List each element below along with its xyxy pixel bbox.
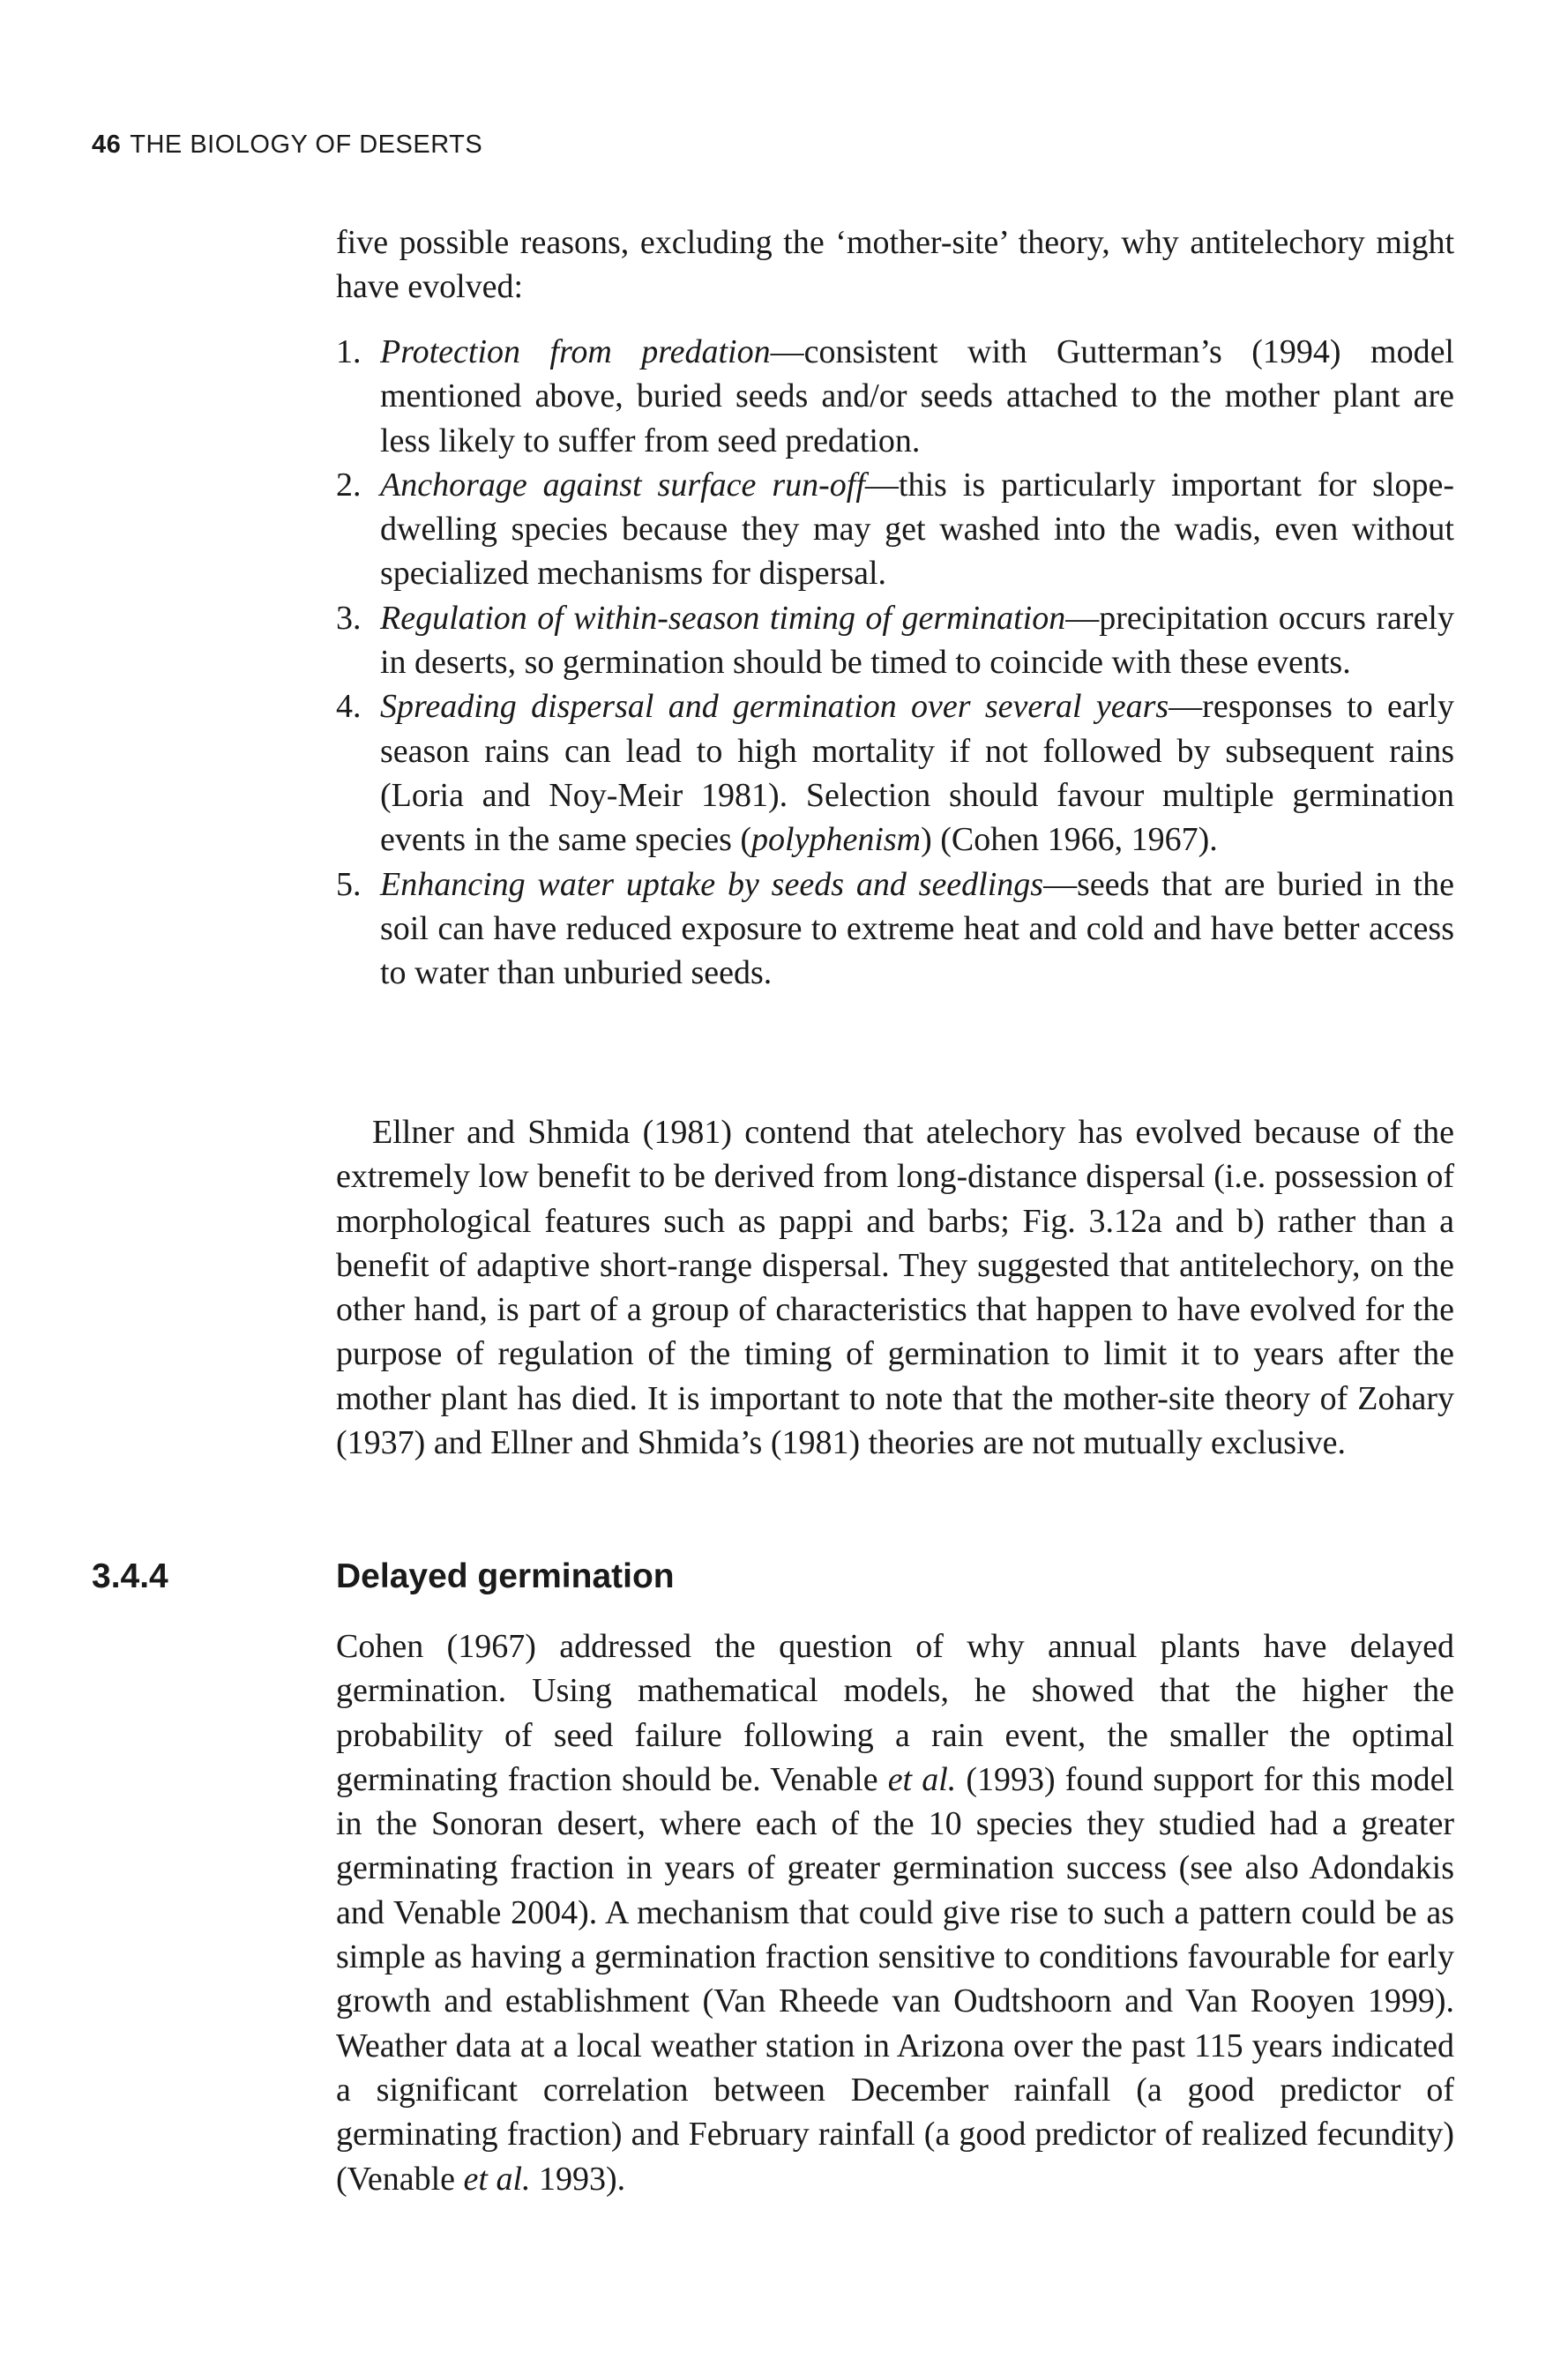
running-head	[92, 131, 482, 160]
reason-text: —precipitation occurs rarely in deserts, so germination should be timed to coincide with these events.	[380, 599, 1454, 682]
reason-title: Spreading dispersal and germination over several years	[380, 688, 1169, 726]
page-number: 46	[92, 131, 122, 159]
reason-title: Enhancing water uptake by seeds and seedlings	[380, 865, 1044, 903]
paragraph-part: (1993) found support for this model in the Sonoran desert, where each of the 10 species they studied had a greater germinating fraction in years of greater germination success (see also Adondakis and Venable 2004). A mechanism that could give rise to such a pattern could be as simple as having a germination fraction sensitive to conditions favourable for early growth and establishment (Van Rheede van Oudtshoorn and Van Rooyen 1999). Weather data at a local weather station in Arizona over the past 115 years indicated a significant correlation between December rainfall (a good predictor of germinating fraction) and February rainfall (a good predictor of realized fecundity) (Venable	[336, 1760, 1455, 2198]
list-number: 3.	[336, 599, 362, 637]
reasons-list	[336, 330, 1454, 995]
list-item	[336, 862, 1454, 996]
running-title: THE BIOLOGY OF DESERTS	[130, 131, 483, 159]
section-title: Delayed germination	[336, 1557, 675, 1595]
reason-text: —this is particularly important for slope-dwelling species because they may get washed into the wadis, even without specialized mechanisms for dispersal.	[380, 466, 1454, 593]
et-al: et al.	[463, 2160, 531, 2198]
list-number: 2.	[336, 466, 362, 504]
reason-text: —seeds that are buried in the soil can have reduced exposure to extreme heat and cold and have better access to water than unburied seeds.	[380, 865, 1454, 992]
reason-title: Regulation of within-season timing of germination	[380, 599, 1066, 637]
reason-text: —responses to early season rains can lead to high mortality if not followed by subsequent rains (Loria and Noy-Meir 1981). Selection should favour multiple germination events in the same species (	[380, 688, 1454, 859]
delayed-germination-paragraph	[336, 1624, 1454, 2201]
reason-title: Protection from predation	[380, 333, 771, 370]
list-number: 4.	[336, 688, 362, 726]
paragraph-text	[336, 1624, 1454, 2201]
ellner-shmida-paragraph	[336, 1110, 1454, 1465]
list-number: 1.	[336, 333, 362, 370]
polyphenism-term: polyphenism	[751, 821, 922, 859]
list-item	[336, 330, 1454, 463]
paragraph-part: 1993).	[530, 2160, 626, 2198]
reason-text-end: ) (Cohen 1966, 1967).	[921, 821, 1218, 859]
intro-text: five possible reasons, excluding the ‘mother-site’ theory, why antitelechory might have evolved:	[336, 224, 1454, 306]
list-item	[336, 463, 1454, 596]
intro-paragraph	[336, 220, 1454, 310]
reason-text: —consistent with Gutterman’s (1994) model mentioned above, buried seeds and/or seeds attached to the mother plant are less likely to suffer from seed predation.	[380, 333, 1454, 459]
list-item	[336, 684, 1454, 862]
et-al: et al.	[887, 1760, 957, 1798]
section-number: 3.4.4	[92, 1557, 168, 1595]
list-number: 5.	[336, 865, 362, 903]
reason-title: Anchorage against surface run-off	[380, 466, 865, 504]
list-item	[336, 596, 1454, 685]
paragraph-text: Ellner and Shmida (1981) contend that atelechory has evolved because of the extremely low benefit to be derived from long-distance dispersal (i.e. possession of morphological features such as pappi and barbs; Fig. 3.12a and b) rather than a benefit of adaptive short-range dispersal. They suggested that antitelechory, on the other hand, is part of a group of characteristics that happen to have evolved for the purpose of regulation of the timing of germination to limit it to years after the mother plant has died. It is important to note that the mother-site theory of Zohary (1937) and Ellner and Shmida’s (1981) theories are not mutually exclusive.	[336, 1114, 1454, 1462]
paragraph-part: Cohen (1967) addressed the question of why annual plants have delayed germination. Using mathematical models, he showed that the higher the probability of seed failure following a rain event, the smaller the optimal germinating fraction should be. Venable	[336, 1628, 1454, 1798]
